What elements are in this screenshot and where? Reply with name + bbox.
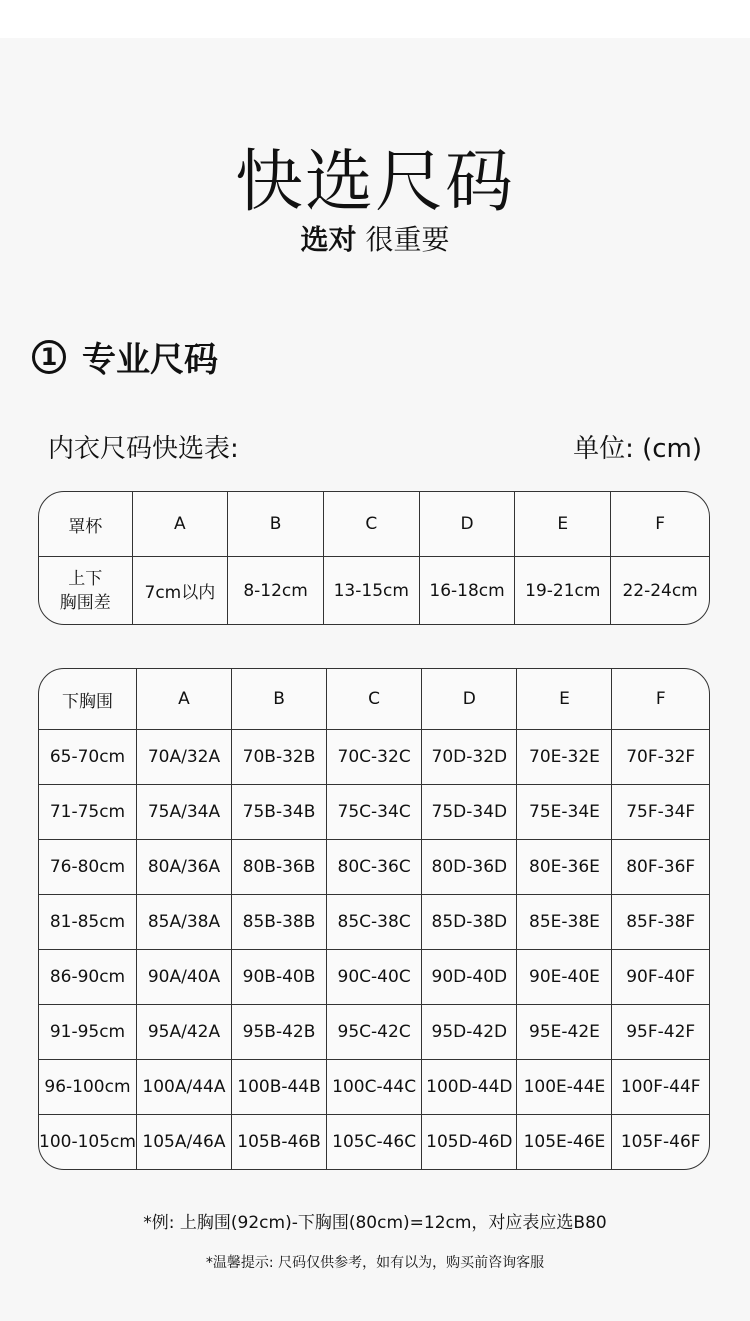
diff-cell: 8-12cm (228, 557, 324, 624)
size-cell: 100B-44B (232, 1060, 327, 1115)
table-row (39, 1060, 709, 1115)
size-cell: 85C-38C (327, 895, 422, 950)
size-cell: 105E-46E (517, 1115, 612, 1169)
size-cell: 75E-34E (517, 785, 612, 840)
table-caption: 内衣尺码快选表: (48, 434, 239, 464)
band-range-cell: 71-75cm (39, 785, 137, 840)
size-cell: 75F-34F (612, 785, 709, 840)
size-cell: 105C-46C (327, 1115, 422, 1169)
cup-size-table (38, 491, 710, 625)
section-heading (32, 332, 218, 381)
diff-label-line1: 上下 (68, 568, 103, 589)
size-chart-table (38, 668, 710, 1170)
diff-cell: 16-18cm (420, 557, 516, 624)
cup-header-cell: B (228, 492, 324, 557)
table-row (39, 950, 709, 1005)
size-cell: 100F-44F (612, 1060, 709, 1115)
cup-header-row (39, 492, 709, 557)
size-cell: 80E-36E (517, 840, 612, 895)
table-row (39, 840, 709, 895)
size-header-cell: C (327, 669, 422, 730)
band-range-cell: 81-85cm (39, 895, 137, 950)
cup-header-cell: C (324, 492, 420, 557)
top-band (0, 0, 750, 38)
cup-diff-row (39, 557, 709, 624)
cup-header-cell: E (515, 492, 611, 557)
size-cell: 95E-42E (517, 1005, 612, 1060)
cup-header-cell: F (611, 492, 709, 557)
cup-header-label: 罩杯 (39, 492, 133, 557)
size-header-label: 下胸围 (39, 669, 137, 730)
size-cell: 90B-40B (232, 950, 327, 1005)
size-cell: 95F-42F (612, 1005, 709, 1060)
size-cell: 85B-38B (232, 895, 327, 950)
size-cell: 105D-46D (422, 1115, 517, 1169)
size-cell: 95B-42B (232, 1005, 327, 1060)
size-cell: 105B-46B (232, 1115, 327, 1169)
size-header-cell: F (612, 669, 709, 730)
size-cell: 100C-44C (327, 1060, 422, 1115)
size-cell: 80A/36A (137, 840, 232, 895)
page-title: 快选尺码 (234, 143, 515, 222)
size-cell: 80F-36F (612, 840, 709, 895)
unit-label: 单位: (cm) (573, 434, 702, 464)
diff-cell: 7cm以内 (133, 557, 229, 624)
size-cell: 105A/46A (137, 1115, 232, 1169)
size-cell: 85E-38E (517, 895, 612, 950)
size-header-cell: B (232, 669, 327, 730)
size-cell: 70F-32F (612, 730, 709, 785)
section-number-badge: 1 (32, 340, 66, 374)
cup-header-cell: A (133, 492, 229, 557)
table-row (39, 730, 709, 785)
table-row (39, 895, 709, 950)
table-row (39, 1005, 709, 1060)
size-cell: 80C-36C (327, 840, 422, 895)
size-cell: 80B-36B (232, 840, 327, 895)
size-cell: 90E-40E (517, 950, 612, 1005)
size-header-cell: A (137, 669, 232, 730)
size-cell: 95A/42A (137, 1005, 232, 1060)
size-cell: 100D-44D (422, 1060, 517, 1115)
size-cell: 85A/38A (137, 895, 232, 950)
size-header-row (39, 669, 709, 730)
size-cell: 70C-32C (327, 730, 422, 785)
diff-label-line2: 胸围差 (59, 592, 111, 613)
size-cell: 70B-32B (232, 730, 327, 785)
band-range-cell: 65-70cm (39, 730, 137, 785)
size-cell: 75C-34C (327, 785, 422, 840)
band-range-cell: 86-90cm (39, 950, 137, 1005)
subtitle-bold: 选对 (300, 223, 357, 256)
size-cell: 75A/34A (137, 785, 232, 840)
size-cell: 75B-34B (232, 785, 327, 840)
cup-header-cell: D (420, 492, 516, 557)
table-row (39, 1115, 709, 1169)
size-cell: 90D-40D (422, 950, 517, 1005)
size-cell: 70D-32D (422, 730, 517, 785)
band-range-cell: 100-105cm (39, 1115, 137, 1169)
page-subtitle (0, 218, 750, 258)
size-header-cell: D (422, 669, 517, 730)
section-title: 专业尺码 (82, 340, 218, 380)
size-cell: 90C-40C (327, 950, 422, 1005)
size-cell: 85F-38F (612, 895, 709, 950)
size-cell: 70A/32A (137, 730, 232, 785)
band-range-cell: 76-80cm (39, 840, 137, 895)
band-range-cell: 96-100cm (39, 1060, 137, 1115)
size-cell: 100E-44E (517, 1060, 612, 1115)
subtitle-rest: 很重要 (356, 223, 450, 256)
size-cell: 75D-34D (422, 785, 517, 840)
size-cell: 70E-32E (517, 730, 612, 785)
diff-cell: 19-21cm (515, 557, 611, 624)
size-cell: 90F-40F (612, 950, 709, 1005)
diff-cell: 22-24cm (622, 580, 698, 601)
size-header-cell: E (517, 669, 612, 730)
size-cell: 95D-42D (422, 1005, 517, 1060)
size-cell: 90A/40A (137, 950, 232, 1005)
size-cell: 105F-46F (620, 1132, 701, 1152)
tip-note: *温馨提示: 尺码仅供参考，如有以为，购买前咨询客服 (205, 1255, 545, 1271)
size-cell: 80D-36D (422, 840, 517, 895)
diff-cell: 13-15cm (324, 557, 420, 624)
size-cell: 100A/44A (137, 1060, 232, 1115)
size-cell: 95C-42C (327, 1005, 422, 1060)
size-cell: 85D-38D (422, 895, 517, 950)
table-row (39, 785, 709, 840)
example-note: *例: 上胸围(92cm)-下胸围(80cm)=12cm，对应表应选B80 (143, 1213, 607, 1233)
diff-label-cell (39, 557, 133, 624)
band-range-cell: 91-95cm (39, 1005, 137, 1060)
